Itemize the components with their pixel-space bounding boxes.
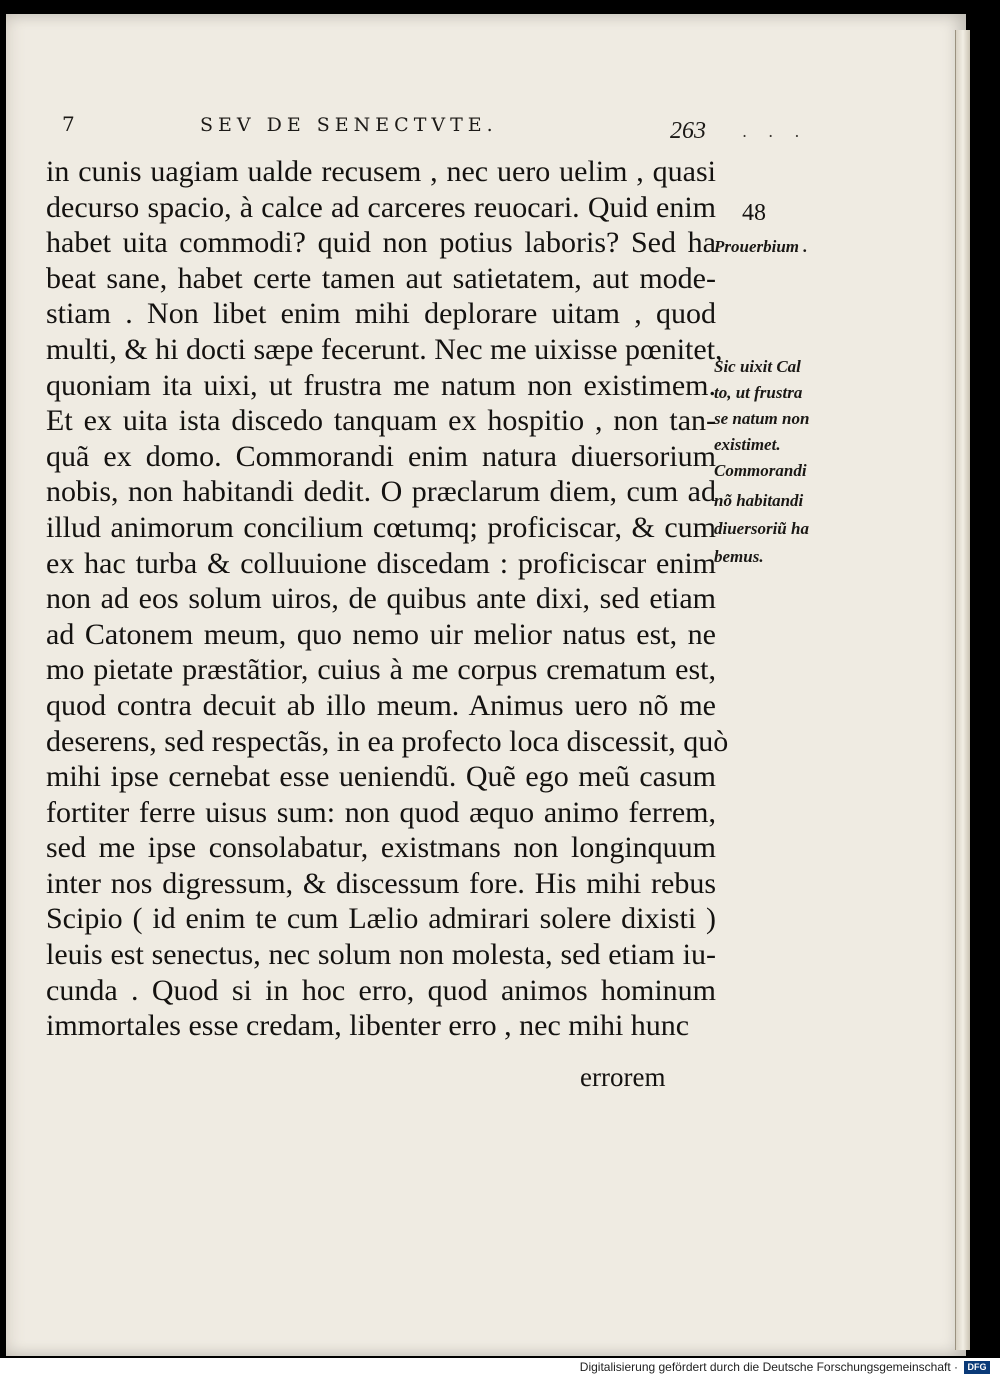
text-line: multi, & hi docti sæpe fecerunt. Nec me uixisse pœnitet, xyxy=(46,332,723,366)
body-text xyxy=(46,154,729,1044)
text-line: decurso spacio, à calce ad carceres reuocari. Quid enim xyxy=(46,190,716,224)
margin-section-number: 48 xyxy=(742,200,766,226)
text-line: quã ex domo. Commorandi enim natura diuersorium xyxy=(46,439,716,473)
dfg-logo: DFG xyxy=(964,1361,990,1374)
margin-note: Sic uixit Cal xyxy=(714,357,801,376)
footer-bar xyxy=(0,1358,1000,1378)
text-line: habet uita commodi? quid non potius laboris? Sed ha xyxy=(46,226,716,260)
text-line: quod contra decuit ab illo meum. Animus uero nõ me xyxy=(46,688,716,722)
margin-note: diuersoriũ ha xyxy=(714,519,809,538)
text-line: nobis, non habitandi dedit. O præclarum diem, cum ad xyxy=(46,475,716,509)
text-line: cunda . Quod si in hoc erro, quod animos hominum xyxy=(46,973,716,1007)
margin-note: se natum non xyxy=(714,409,810,428)
text-line: fortiter ferre uisus sum: non quod æquo animo ferrem, xyxy=(46,795,716,829)
text-line: leuis est senectus, nec solum non molesta, sed etiam iu- xyxy=(46,938,716,972)
text-line: ad Catonem meum, quo nemo uir melior natus est, ne xyxy=(46,617,716,651)
text-line: quoniam ita uixi, ut frustra me natum non existimem. xyxy=(46,368,716,402)
page-edge xyxy=(955,30,970,1350)
margin-note: nõ habitandi xyxy=(714,491,804,510)
text-line: beat sane, habet certe tamen aut satietatem, aut mode- xyxy=(46,261,716,295)
text-line: immortales esse credam, libenter erro , nec mihi hunc xyxy=(46,1009,690,1043)
text-line: illud animorum concilium cœtumq; proficiscar, & cum xyxy=(46,510,716,544)
text-line: stiam . Non libet enim mihi deplorare uitam , quod xyxy=(46,297,716,331)
text-line: in cunis uagiam ualde recusem , nec uero uelim , quasi xyxy=(46,155,716,188)
text-line: sed me ipse consolabatur, existmans non longinquum xyxy=(46,831,716,865)
margin-note: bemus. xyxy=(714,547,764,566)
margin-note: Commorandi xyxy=(714,461,807,480)
running-title: SEV DE SENECTVTE. xyxy=(200,114,498,136)
margin-note: existimet. xyxy=(714,435,781,454)
text-line: Et ex uita ista discedo tanquam ex hospitio , non tan- xyxy=(46,404,716,438)
page-dots: . . . xyxy=(742,122,808,141)
text-line: inter nos digressum, & discessum fore. His mihi rebus xyxy=(46,866,716,900)
catchword: errorem xyxy=(580,1062,666,1092)
text-line: mihi ipse cernebat esse ueniendũ. Quẽ ego meũ casum xyxy=(46,760,716,794)
running-mark: 7 xyxy=(62,112,75,136)
text-line: deserens, sed respectãs, in ea profecto loca discessit, quò xyxy=(46,724,729,758)
page-number: 263 xyxy=(670,118,706,144)
text-line: ex hac turba & colluuione discedam : proficiscar enim xyxy=(46,546,716,580)
text-line: non ad eos solum uiros, de quibus ante dixi, sed etiam xyxy=(46,582,716,616)
text-line: Scipio ( id enim te cum Lælio admirari solere dixisti ) xyxy=(46,902,716,936)
margin-note: to, ut frustra xyxy=(714,383,803,402)
footer-credit: Digitalisierung gefördert durch die Deutsche Forschungsgemeinschaft · xyxy=(579,1360,958,1374)
margin-note: Prouerbium . xyxy=(714,237,808,256)
text-line: mo pietate præstãtior, cuius à me corpus crematum est, xyxy=(46,653,716,687)
